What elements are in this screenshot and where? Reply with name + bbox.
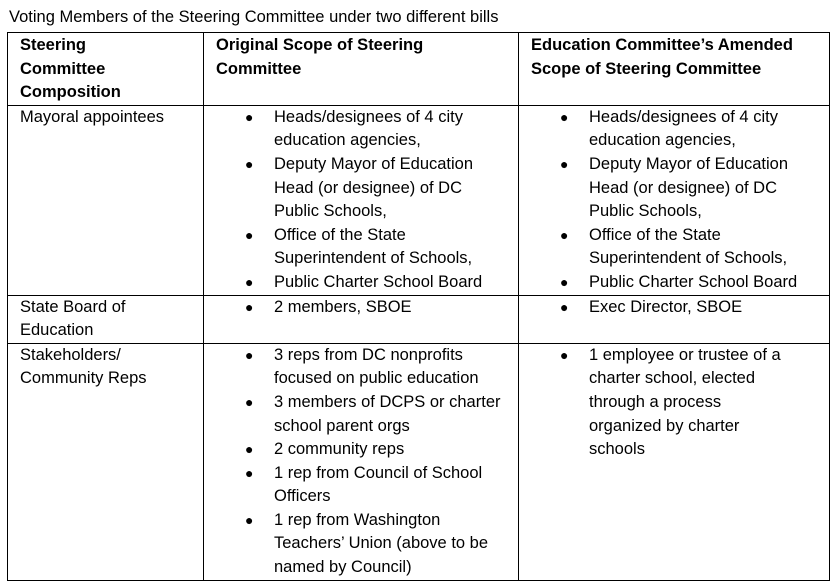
list-item: ● 1 employee or trustee of a charter school, elected through a process organized by charter schools [560, 345, 781, 459]
list-item: ● Deputy Mayor of Education Head (or designee) of DC Public Schools, [245, 154, 474, 221]
row-label-stakeholders: Stakeholders/ Community Reps [8, 343, 204, 580]
table-row [8, 295, 830, 343]
table-caption: Voting Members of the Steering Committee under two different bills [9, 8, 499, 26]
row-label-mayoral: Mayoral appointees [8, 105, 204, 295]
list-item: ● Public Charter School Board [274, 271, 508, 295]
bullet-icon: ● [560, 155, 569, 172]
bullet-icon: ● [245, 346, 254, 363]
header-amended-scope: Education Committee’s Amended Scope of Steering Committee [519, 33, 830, 106]
bullet-list [216, 106, 508, 295]
amended-cell [519, 343, 830, 580]
bullet-list [531, 344, 795, 462]
list-item: ● 3 reps from DC nonprofits focused on public education [245, 345, 479, 388]
table-row [8, 105, 830, 295]
bullet-list [216, 296, 518, 320]
header-composition: Steering Committee Composition [8, 33, 204, 106]
bullet-list [531, 106, 825, 295]
list-item: ● Deputy Mayor of Education Head (or designee) of DC Public Schools, [560, 154, 789, 221]
bullet-icon: ● [560, 226, 569, 243]
bullet-icon: ● [560, 273, 569, 290]
original-cell [204, 105, 519, 295]
amended-cell [519, 105, 830, 295]
bullet-list [531, 296, 829, 320]
row-label-state-board: State Board of Education [8, 295, 204, 343]
amended-cell [519, 295, 830, 343]
header-original-scope: Original Scope of Steering Committee [204, 33, 519, 106]
list-item: ● Heads/designees of 4 city education agencies, [245, 107, 463, 150]
original-cell [204, 343, 519, 580]
bullet-icon: ● [560, 346, 569, 363]
bullet-icon: ● [245, 393, 254, 410]
list-item: ● Public Charter School Board [589, 271, 825, 295]
bullet-icon: ● [245, 464, 254, 481]
bullet-icon: ● [560, 298, 569, 315]
table-row [8, 343, 830, 580]
steering-committee-table [7, 32, 830, 581]
list-item: ● 3 members of DCPS or charter school parent orgs [245, 392, 501, 435]
list-item: ● Heads/designees of 4 city education agencies, [560, 107, 778, 150]
list-item: ● 2 members, SBOE [274, 296, 518, 320]
bullet-icon: ● [245, 298, 254, 315]
bullet-icon: ● [245, 441, 254, 458]
bullet-icon: ● [245, 108, 254, 125]
list-item: ● 1 rep from Washington Teachers’ Union (above to be named by Council) [245, 510, 489, 577]
bullet-icon: ● [245, 511, 254, 528]
list-item: ● Office of the State Superintendent of Schools, [560, 225, 788, 268]
list-item: ● Office of the State Superintendent of Schools, [245, 225, 473, 268]
bullet-icon: ● [245, 155, 254, 172]
list-item: ● 2 community reps [274, 438, 504, 462]
list-item: ● 1 rep from Council of School Officers [245, 463, 483, 506]
list-item: ● Exec Director, SBOE [589, 296, 829, 320]
header-row [8, 33, 830, 106]
original-cell [204, 295, 519, 343]
bullet-icon: ● [245, 273, 254, 290]
bullet-icon: ● [245, 226, 254, 243]
bullet-icon: ● [560, 108, 569, 125]
bullet-list [216, 344, 504, 580]
